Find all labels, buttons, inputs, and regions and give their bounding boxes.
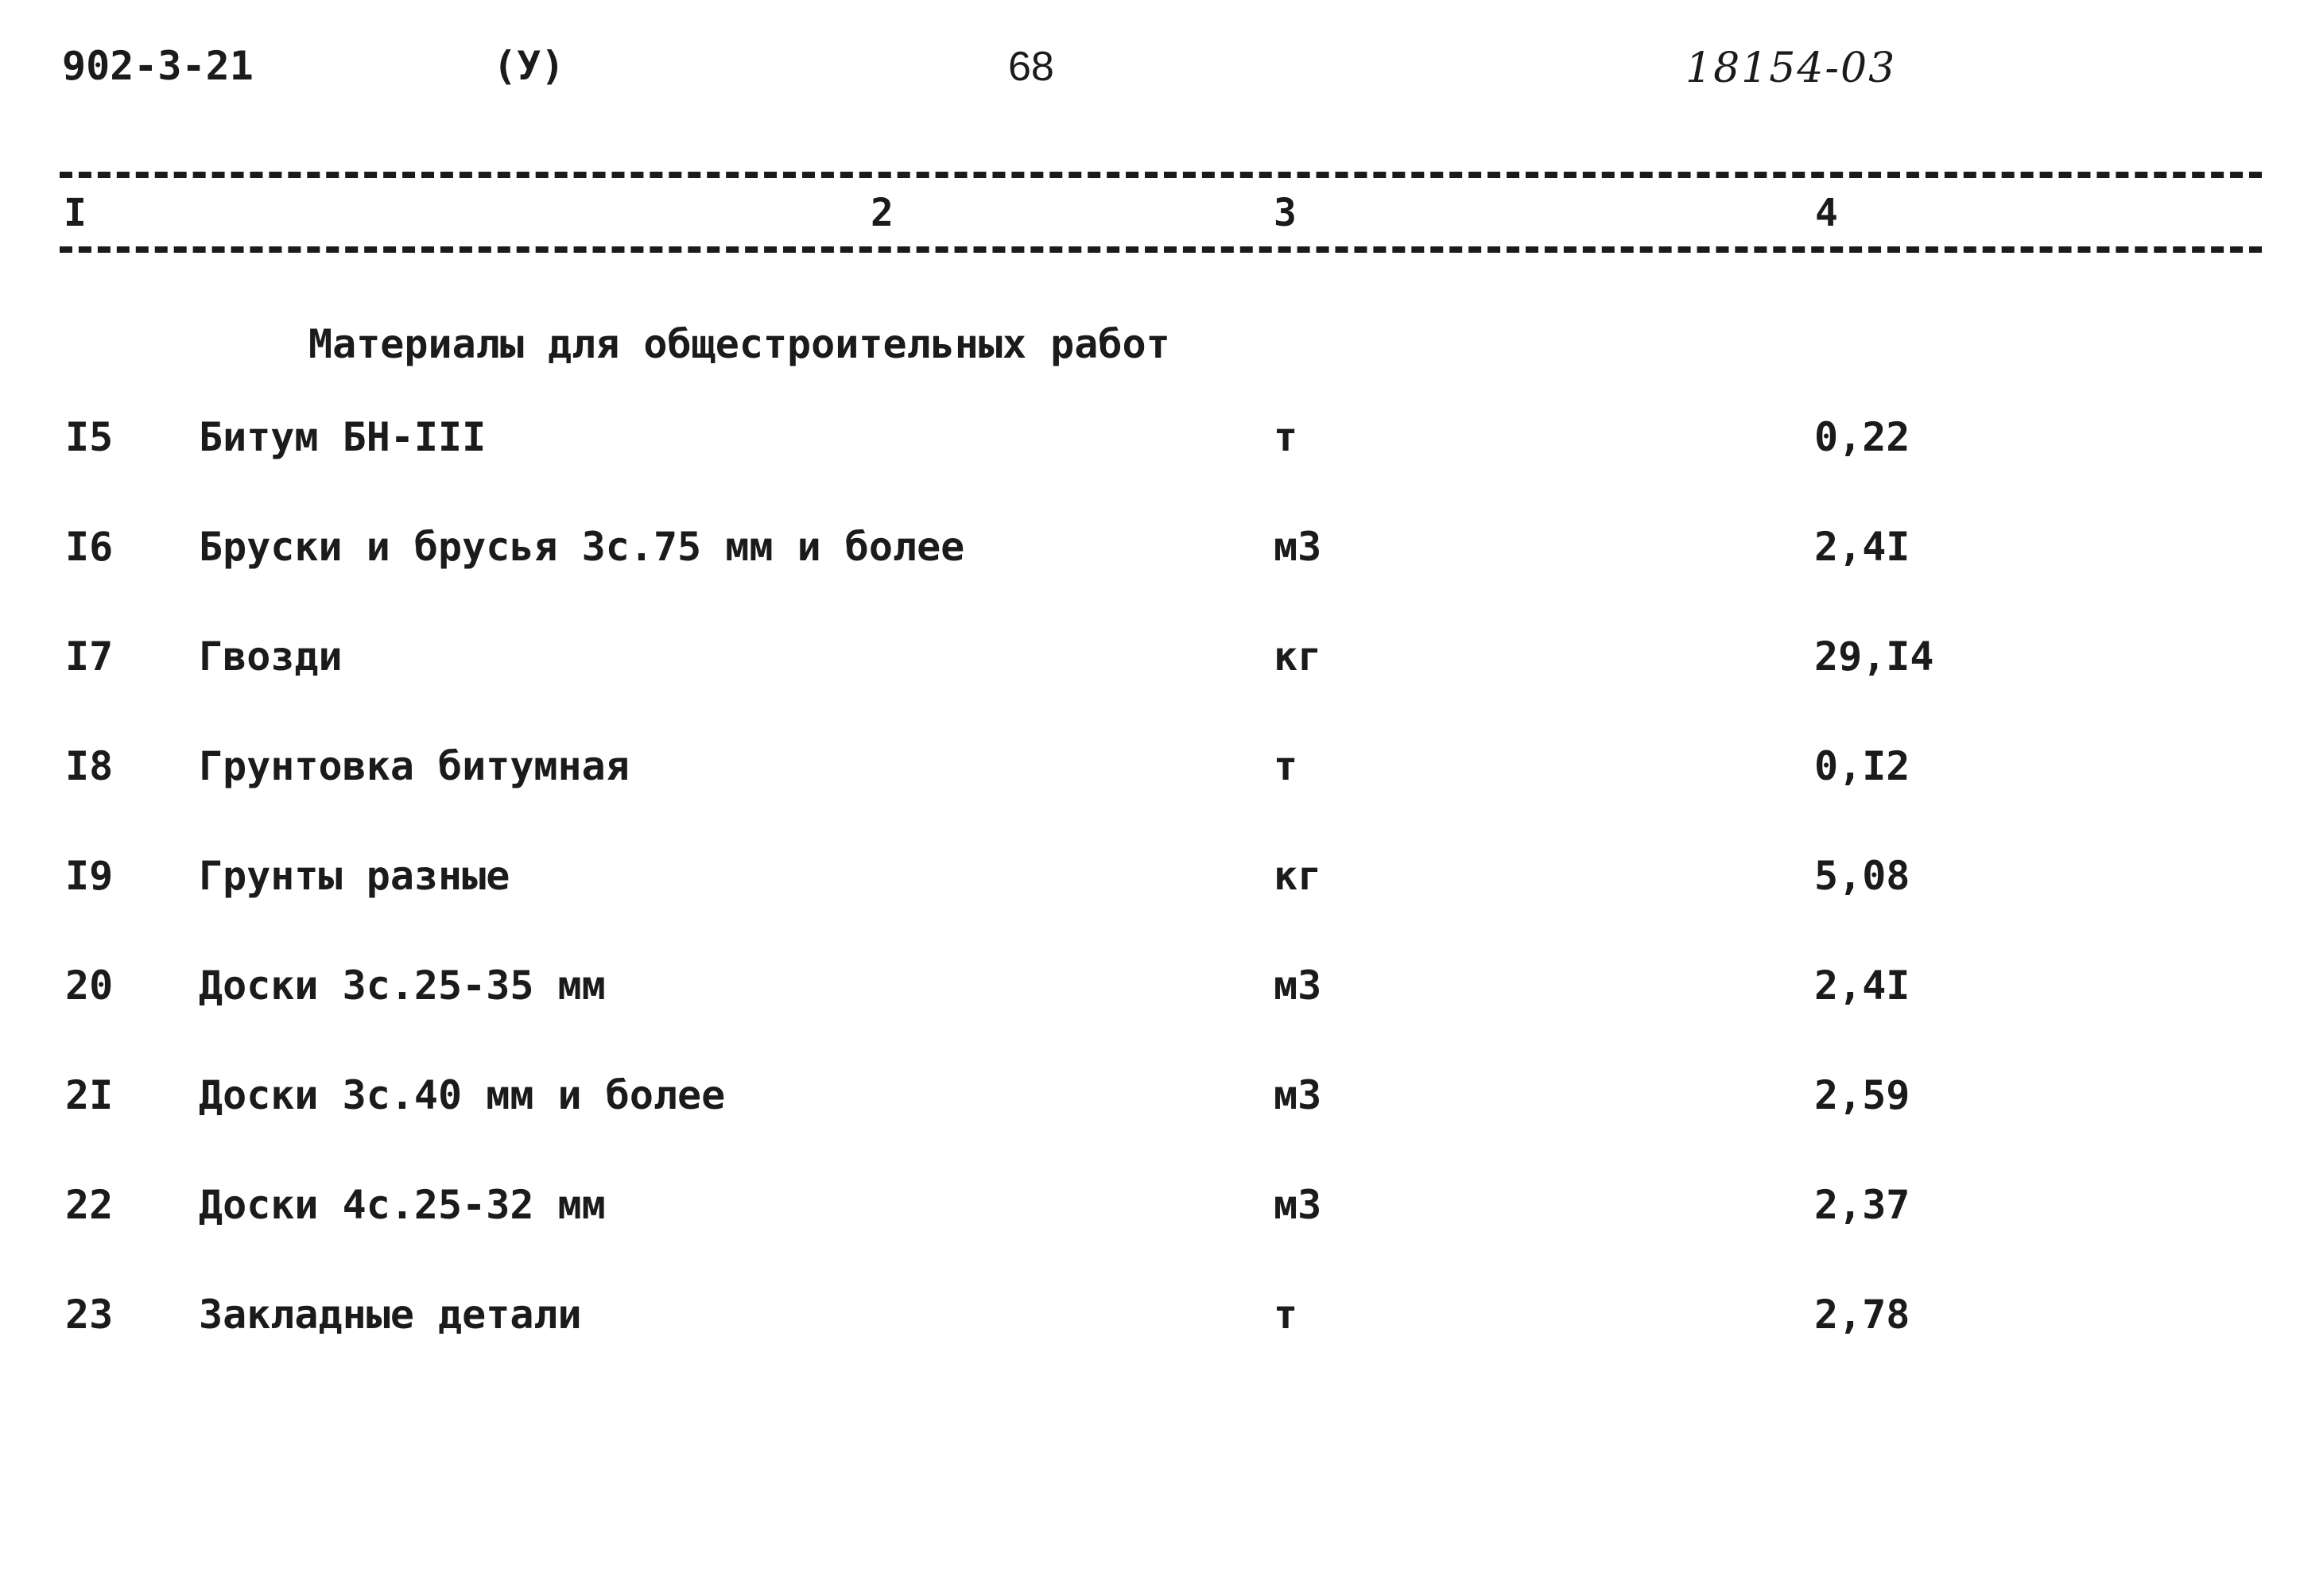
row-number: 2I xyxy=(65,1072,114,1118)
table-row xyxy=(0,633,2300,746)
material-name: Гвозди xyxy=(199,633,343,680)
table-body xyxy=(0,414,2300,1404)
unit: кг xyxy=(1274,853,1322,899)
column-number-2: 2 xyxy=(871,191,894,235)
quantity: 0,22 xyxy=(1814,414,1910,460)
row-number: I6 xyxy=(65,524,114,570)
unit: м3 xyxy=(1274,524,1322,570)
column-number-3: 3 xyxy=(1274,191,1297,235)
material-name: Грунты разные xyxy=(199,853,510,899)
material-name: Закладные детали xyxy=(199,1292,582,1338)
material-name: Битум БН-III xyxy=(199,414,487,460)
material-name: Грунтовка битумная xyxy=(199,743,630,789)
row-number: I5 xyxy=(65,414,114,460)
document-mark: (У) xyxy=(493,43,565,89)
unit: т xyxy=(1274,414,1298,460)
unit: т xyxy=(1274,743,1298,789)
handwritten-number: 18154-03 xyxy=(1685,45,1897,92)
table-header-bottom-rule xyxy=(60,246,2262,253)
column-number-1: I xyxy=(64,191,87,235)
unit: м3 xyxy=(1274,963,1322,1009)
table-row xyxy=(0,414,2300,527)
quantity: 2,78 xyxy=(1814,1292,1910,1338)
column-number-4: 4 xyxy=(1815,191,1838,235)
row-number: I8 xyxy=(65,743,114,789)
row-number: I7 xyxy=(65,633,114,680)
quantity: 2,4I xyxy=(1814,963,1910,1009)
row-number: I9 xyxy=(65,853,114,899)
table-header-top-rule xyxy=(60,172,2262,178)
page-number: 68 xyxy=(1008,44,1054,90)
table-row xyxy=(0,524,2300,637)
unit: м3 xyxy=(1274,1182,1322,1228)
unit: т xyxy=(1274,1292,1298,1338)
table-row xyxy=(0,743,2300,856)
unit: кг xyxy=(1274,633,1322,680)
table-row xyxy=(0,1072,2300,1185)
row-number: 20 xyxy=(65,963,114,1009)
material-name: Доски 4с.25-32 мм xyxy=(199,1182,606,1228)
material-name: Доски 3с.25-35 мм xyxy=(199,963,606,1009)
unit: м3 xyxy=(1274,1072,1322,1118)
row-number: 22 xyxy=(65,1182,114,1228)
table-row xyxy=(0,1182,2300,1295)
material-name: Бруски и брусья 3с.75 мм и более xyxy=(199,524,965,570)
quantity: 2,59 xyxy=(1814,1072,1910,1118)
quantity: 2,37 xyxy=(1814,1182,1910,1228)
quantity: 2,4I xyxy=(1814,524,1910,570)
table-row xyxy=(0,963,2300,1075)
material-name: Доски 3с.40 мм и более xyxy=(199,1072,726,1118)
quantity: 0,I2 xyxy=(1814,743,1910,789)
table-row xyxy=(0,853,2300,966)
document-code: 902-3-21 xyxy=(62,43,254,89)
quantity: 29,I4 xyxy=(1814,633,1934,680)
section-title: Материалы для общестроительных работ xyxy=(308,321,1170,367)
quantity: 5,08 xyxy=(1814,853,1910,899)
table-row xyxy=(0,1292,2300,1404)
row-number: 23 xyxy=(65,1292,114,1338)
